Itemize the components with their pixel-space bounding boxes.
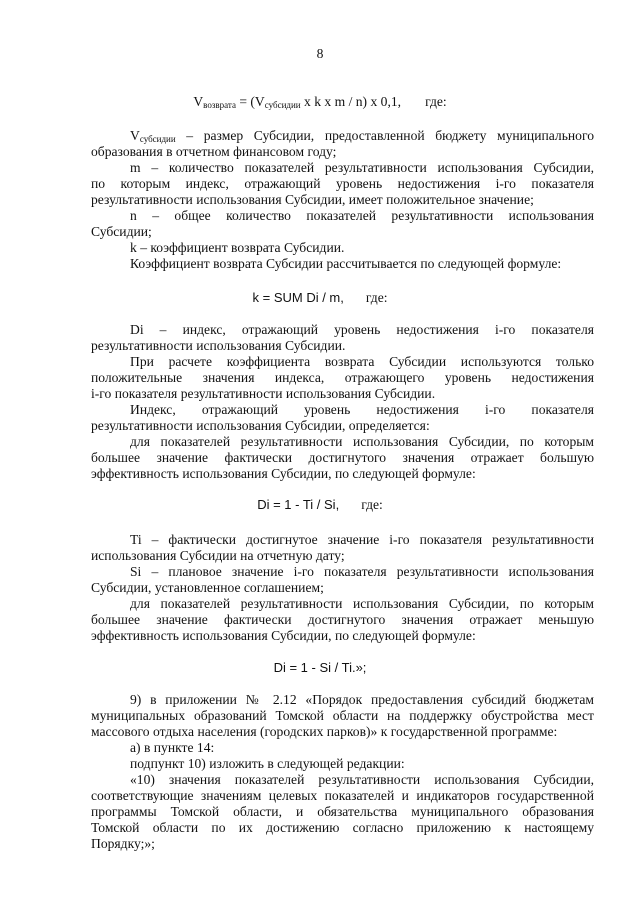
formula-sub-subsidy: субсидии (264, 100, 301, 110)
paragraph-index-cont: результативности использования Субсидии, определяется: (91, 418, 430, 433)
definition-si-cont: Субсидии, установленное соглашением; (91, 580, 324, 595)
definition-ti: Ti – фактически достигнутое значение i-го показателя результативности (130, 532, 594, 547)
definition-v-subsidy: $V_{субсидии}$ – размер Субсидии, предоставленной бюджету муниципального (130, 128, 594, 144)
definition-m: m – количество показателей результативности использования Субсидии, (130, 160, 594, 175)
item-a: а) в пункте 14: (130, 740, 215, 755)
definition-n: n – общее количество показателей результативности использования (130, 208, 594, 223)
definition-si: Si – плановое значение i-го показателя результативности использования (130, 564, 594, 579)
formula-v-return: $V_{возврата} = (V_{субсидии}$ x k x m / n) x 0,1, где: (193, 94, 447, 110)
definition-m-cont: результативности использования Субсидии, имеет положительное значение; (91, 192, 534, 207)
quoted-subitem-10-cont: Томской области по их достижению согласно приложению к настоящему (91, 820, 594, 835)
paragraph-lesser-efficiency-cont: большее значение фактически достигнутого значения отражает меньшую (91, 612, 594, 627)
definition-m-cont: по которым индекс, отражающий уровень недостижения i-го показателя (91, 176, 594, 191)
formula-di-si-ti: Di = 1 - Si / Ti.»; (273, 660, 367, 675)
item-9-cont: муниципальных образований Томской области на поддержку обустройства мест (91, 708, 594, 723)
quoted-subitem-10-cont: Порядку;»; (91, 836, 155, 851)
quoted-subitem-10-cont: соответствующие значениям целевых показателей и индикаторов государственной (91, 788, 594, 803)
paragraph-positive-values: При расчете коэффициента возврата Субсидии используются только (130, 354, 594, 369)
paragraph-greater-efficiency-cont: эффективность использования Субсидии, по следующей формуле: (91, 466, 476, 481)
definition-n-cont: Субсидии; (91, 224, 152, 239)
definition-v-subsidy-cont: образования в отчетном финансовом году; (91, 144, 337, 159)
definition-di: Di – индекс, отражающий уровень недостижения i-го показателя (130, 322, 594, 337)
paragraph-positive-values-cont: i-го показателя результативности использования Субсидии. (91, 386, 436, 401)
paragraph-greater-efficiency-cont: большее значение фактически достигнутого значения отражает большую (91, 450, 594, 465)
formula-di-ti-si: Di = 1 - Ti / Si, где: (257, 497, 383, 512)
coefficient-intro: Коэффициент возврата Субсидии рассчитывается по следующей формуле: (130, 256, 562, 271)
formula-k: k = SUM Di / m, где: (252, 290, 388, 305)
paragraph-lesser-efficiency: для показателей результативности использования Субсидии, по которым (130, 596, 594, 611)
paragraph-index: Индекс, отражающий уровень недостижения i-го показателя (130, 402, 594, 417)
formula-sub-return: возврата (203, 100, 236, 110)
quoted-subitem-10: «10) значения показателей результативности использования Субсидии, (130, 772, 594, 787)
definition-k: k – коэффициент возврата Субсидии. (130, 240, 345, 255)
item-9-cont: массового отдыха населения (городских парков)» к государственной программе: (91, 724, 558, 739)
definition-ti-cont: использования Субсидии на отчетную дату; (91, 548, 345, 563)
paragraph-greater-efficiency: для показателей результативности использования Субсидии, по которым (130, 434, 594, 449)
subitem-10-instruction: подпункт 10) изложить в следующей редакции: (130, 756, 405, 771)
page-number: 8 (316, 46, 324, 61)
paragraph-lesser-efficiency-cont: эффективность использования Субсидии, по следующей формуле: (91, 628, 476, 643)
quoted-subitem-10-cont: программы Томской области, и обязательства муниципального образования (91, 804, 594, 819)
formula-where: где: (425, 94, 447, 109)
paragraph-positive-values-cont: положительные значения индекса, отражающего уровень недостижения (91, 370, 594, 385)
definition-di-cont: результативности использования Субсидии. (91, 338, 346, 353)
item-9: 9) в приложении № 2.12 «Порядок предоставления субсидий бюджетам (130, 692, 594, 707)
